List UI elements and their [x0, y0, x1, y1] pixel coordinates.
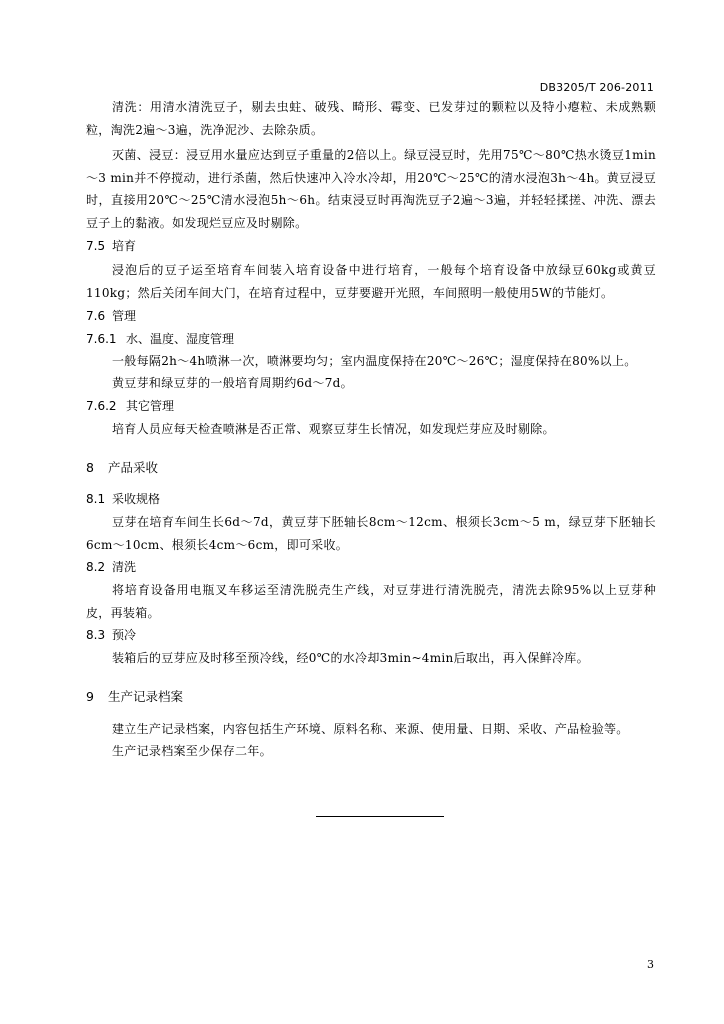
- text-line-watering: 一般每隔2h～4h喷淋一次，喷淋要均匀；室内温度保持在20℃～26℃；湿度保持在80%以上。: [112, 354, 637, 368]
- section-heading-8-3: [86, 625, 136, 645]
- paragraph-sterilize-soak: 灭菌、浸豆：浸豆用水量应达到豆子重量的2倍以上。绿豆浸豆时，先用75℃～80℃热水烫豆1min～3 min并不停搅动，进行杀菌，然后快速冲入冷水冷却，用20℃～25℃的清水浸泡3h～4h。黄豆浸豆时，直接用20℃～25℃清水浸泡5h～6h。结束浸豆时再淘洗豆子2遍～3遍，并轻轻揉搓、冲洗、漂去豆子上的黏液。如发现烂豆应及时剔除。: [86, 148, 656, 230]
- section-heading-7-6-2: [86, 396, 174, 416]
- text-line-records: 建立生产记录档案，内容包括生产环境、原料名称、来源、使用量、日期、采收、产品检验等。: [112, 722, 629, 736]
- section-title: 预冷: [112, 628, 137, 642]
- section-heading-7-5: [86, 236, 136, 256]
- paragraph-washing: 将培育设备用电瓶叉车移运至清洗脱壳生产线，对豆芽进行清洗脱壳，清洗去除95%以上豆芽种皮，再装箱。: [86, 583, 656, 620]
- section-number: 7.6: [86, 309, 106, 323]
- text-line-cycle: 黄豆芽和绿豆芽的一般培育周期约6d～7d。: [112, 376, 353, 390]
- section-number: 7.5: [86, 239, 106, 253]
- end-of-document-rule: [316, 816, 444, 817]
- text-line-retention: 生产记录档案至少保存二年。: [112, 744, 272, 758]
- text-line-inspection: 培育人员应每天检查喷淋是否正常、观察豆芽生长情况，如发现烂芽应及时剔除。: [112, 422, 555, 436]
- section-title: 培育: [112, 239, 137, 253]
- section-title: 其它管理: [126, 399, 175, 413]
- section-title: 水、温度、湿度管理: [126, 332, 235, 346]
- section-heading-8-2: [86, 557, 136, 577]
- chapter-number: 9: [86, 689, 94, 704]
- document-code: DB3205/T 206-2011: [539, 81, 654, 94]
- page-number: 3: [647, 958, 654, 971]
- section-heading-8-1: [86, 489, 160, 509]
- paragraph-harvest-spec: 豆芽在培育车间生长6d～7d，黄豆芽下胚轴长8cm～12cm、根须长3cm～5 m，绿豆芽下胚轴长6cm～10cm、根须长4cm～6cm，即可采收。: [86, 515, 656, 552]
- chapter-title: 产品采收: [108, 460, 159, 475]
- paragraph-cleaning: 清洗：用清水清洗豆子，剔去虫蛀、破残、畸形、霉变、已发芽过的颗粒以及特小瘪粒、未成熟颗粒，淘洗2遍～3遍，洗净泥沙、去除杂质。: [86, 100, 656, 137]
- paragraph-cultivation: 浸泡后的豆子运至培育车间装入培育设备中进行培育，一般每个培育设备中放绿豆60kg或黄豆110kg；然后关闭车间大门，在培育过程中，豆芽要避开光照，车间照明一般使用5W的节能灯。: [86, 263, 656, 300]
- chapter-title: 生产记录档案: [108, 689, 184, 704]
- section-number: 8.3: [86, 628, 106, 642]
- section-title: 清洗: [112, 560, 137, 574]
- chapter-heading-8: [86, 458, 158, 478]
- section-heading-7-6: [86, 306, 136, 326]
- chapter-number: 8: [86, 460, 94, 475]
- section-number: 8.2: [86, 560, 106, 574]
- chapter-heading-9: [86, 687, 183, 707]
- text-line-precooling: 装箱后的豆芽应及时移至预冷线，经0℃的水冷却3min~4min后取出，再入保鲜冷库。: [112, 651, 589, 665]
- section-number: 7.6.1: [86, 332, 117, 346]
- section-number: 8.1: [86, 492, 106, 506]
- section-title: 管理: [112, 309, 137, 323]
- section-heading-7-6-1: [86, 329, 234, 349]
- section-title: 采收规格: [112, 492, 161, 506]
- section-number: 7.6.2: [86, 399, 117, 413]
